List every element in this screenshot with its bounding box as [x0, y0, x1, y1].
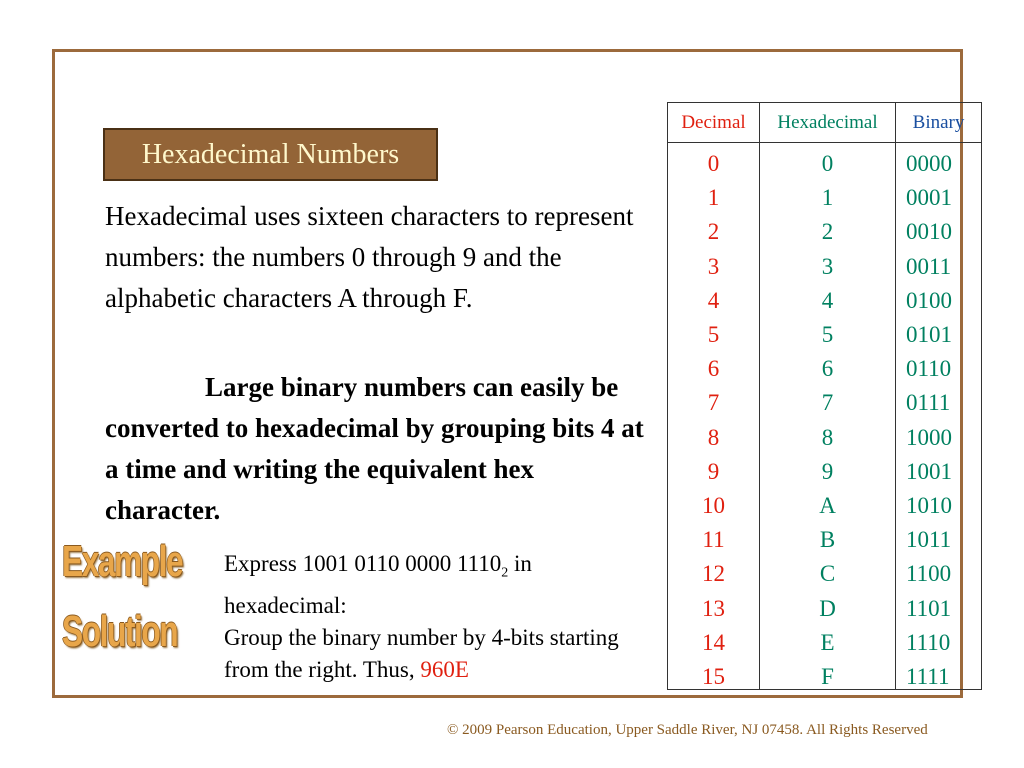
decimal-column [668, 103, 760, 689]
example-question [224, 548, 654, 622]
binary-cell: 1000 [906, 424, 952, 450]
conversion-table [667, 102, 982, 690]
decimal-cell: 11 [702, 527, 725, 553]
decimal-cell: 2 [707, 219, 720, 245]
decimal-cells [668, 143, 759, 694]
binary-column [896, 103, 981, 689]
decimal-cell: 3 [707, 253, 720, 279]
decimal-cell: 0 [707, 151, 720, 176]
binary-cell: 0110 [906, 356, 952, 382]
binary-cell: 1110 [906, 629, 951, 655]
hexadecimal-cell: C [819, 561, 836, 587]
decimal-cell: 5 [707, 322, 720, 348]
binary-cell: 1011 [906, 527, 952, 553]
binary-cell: 1100 [906, 561, 952, 587]
slide-title: Hexadecimal Numbers [103, 128, 438, 181]
hexadecimal-cell: 9 [821, 458, 834, 484]
hexadecimal-cell: A [819, 493, 836, 519]
example-question-prefix: Express 1001 0110 0000 1110 [224, 551, 502, 576]
decimal-cell: 12 [702, 561, 725, 587]
decimal-cell: 10 [702, 493, 725, 519]
binary-cell: 0000 [906, 151, 952, 176]
hexadecimal-column [760, 103, 896, 689]
example-label: Example [62, 537, 183, 586]
binary-cell: 0100 [906, 287, 952, 313]
binary-cell: 1101 [906, 595, 952, 621]
intro-paragraph: Hexadecimal uses sixteen characters to represent numbers: the numbers 0 through 9 and the alphabetic characters A through F. [105, 201, 634, 313]
decimal-cell: 15 [702, 664, 725, 690]
hexadecimal-cell: 0 [821, 151, 834, 176]
example-solution [224, 622, 654, 686]
binary-cell: 0001 [906, 185, 952, 211]
hexadecimal-cell: 4 [821, 287, 834, 313]
example-question-subscript: 2 [501, 565, 509, 581]
hexadecimal-header: Hexadecimal [760, 103, 895, 143]
decimal-cell: 7 [707, 390, 720, 416]
binary-cell: 1111 [906, 664, 950, 690]
hexadecimal-cell: F [821, 664, 834, 690]
hexadecimal-cell: 1 [821, 185, 834, 211]
decimal-cell: 1 [707, 185, 720, 211]
decimal-cell: 8 [707, 424, 720, 450]
hexadecimal-cell: 8 [821, 424, 834, 450]
hexadecimal-cell: E [820, 629, 835, 655]
hexadecimal-cell: D [819, 595, 836, 621]
decimal-header: Decimal [668, 103, 759, 143]
hexadecimal-cell: 3 [821, 253, 834, 279]
decimal-cell: 14 [702, 629, 725, 655]
binary-cell: 0011 [906, 253, 952, 279]
binary-cell: 0010 [906, 219, 952, 245]
solution-text: Group the binary number by 4-bits starting from the right. Thus, [224, 625, 619, 682]
decimal-cell: 6 [707, 356, 720, 382]
decimal-cell: 9 [707, 458, 720, 484]
binary-cell: 0101 [906, 322, 952, 348]
decimal-cell: 4 [707, 287, 720, 313]
hexadecimal-cell: 5 [821, 322, 834, 348]
copyright-footer: © 2009 Pearson Education, Upper Saddle River, NJ 07458. All Rights Reserved [447, 722, 928, 738]
example-question-suffix: in hexadecimal: [224, 551, 532, 618]
binary-cells [896, 143, 981, 694]
hexadecimal-cells [760, 143, 895, 694]
binary-cell: 1010 [906, 493, 952, 519]
decimal-cell: 13 [702, 595, 725, 621]
conversion-paragraph: Large binary numbers can easily be converted to hexadecimal by grouping bits 4 at a time and writing the equivalent hex character. [105, 372, 644, 525]
hexadecimal-cell: 2 [821, 219, 834, 245]
solution-answer: 960E [420, 657, 469, 682]
solution-label: Solution [62, 607, 178, 656]
hexadecimal-cell: 6 [821, 356, 834, 382]
binary-cell: 0111 [906, 390, 951, 416]
hexadecimal-cell: 7 [821, 390, 834, 416]
hexadecimal-cell: B [819, 527, 836, 553]
binary-header: Binary [896, 103, 981, 143]
binary-cell: 1001 [906, 458, 952, 484]
